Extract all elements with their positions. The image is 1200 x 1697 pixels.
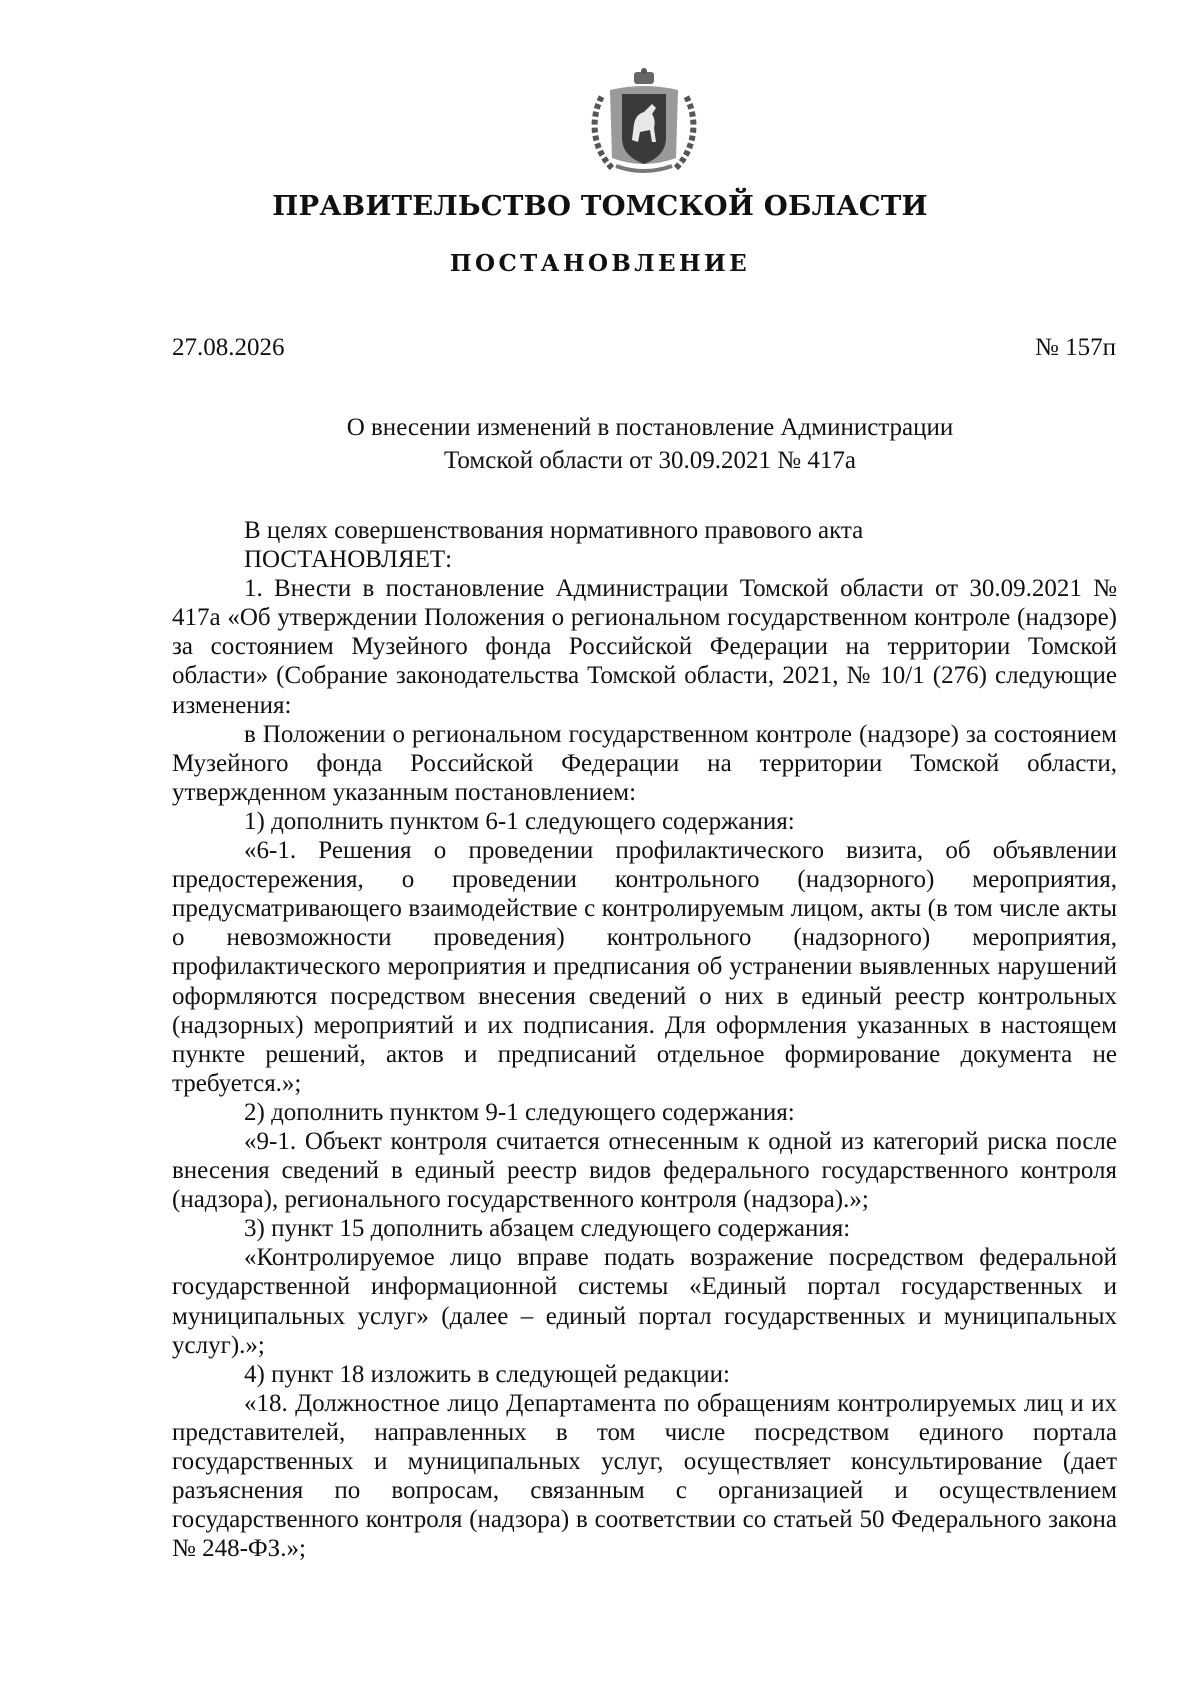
body-paragraph: 3) пункт 15 дополнить абзацем следующего содержания: (244, 1215, 851, 1243)
document-number: № 157п (1035, 334, 1116, 361)
body-paragraph: 2) дополнить пунктом 9-1 следующего содержания: (244, 1098, 795, 1126)
body-paragraph: в Положении о региональном государственном контроле (надзоре) за состоянием Музейного фонда Российской Федерации на территории Томской области, утвержденном указанным постановлением: (172, 720, 1117, 806)
government-title: ПРАВИТЕЛЬСТВО ТОМСКОЙ ОБЛАСТИ (272, 190, 928, 222)
subject-line: Томской области от 30.09.2021 № 417а (444, 447, 856, 474)
document-date: 27.08.2026 (172, 334, 285, 361)
body-paragraph: «18. Должностное лицо Департамента по обращениям контролируемых лиц и их представителей, направленных в том числе посредством единого портала государственных и муниципальных услуг, осуществляет консультирование (дает разъяснения по вопросам, связанным с организацией и осуществлением государственного контроля (надзора) в соответствии со статьей 50 Федерального закона № 248-ФЗ.»; (172, 1389, 1117, 1563)
body-paragraph: «Контролируемое лицо вправе подать возражение посредством федеральной государственной информационной системы «Единый портал государственных и муниципальных услуг» (далее – единый портал государственных и муниципальных услуг).»; (172, 1244, 1117, 1359)
document-type: ПОСТАНОВЛЕНИЕ (449, 250, 751, 277)
subject-line: О внесении изменений в постановление Администрации (346, 414, 954, 441)
body-paragraph: В целях совершенствования нормативного правового акта (244, 517, 864, 544)
body-paragraph: ПОСТАНОВЛЯЕТ: (244, 546, 453, 574)
body-paragraph: 1) дополнить пунктом 6-1 следующего содержания: (244, 807, 795, 835)
body-paragraph: «9-1. Объект контроля считается отнесенным к одной из категорий риска после внесения сведений в единый реестр видов федерального государственного контроля (надзора), регионального государственного контроля (надзора).»; (172, 1127, 1117, 1214)
coat-of-arms-icon (582, 68, 706, 180)
document-subject (180, 411, 1120, 477)
body-paragraph: 4) пункт 18 изложить в следующей редакции: (244, 1360, 730, 1388)
body-paragraph: 1. Внести в постановление Администрации Томской области от 30.09.2021 № 417а «Об утверждении Положения о региональном государственном контроле (надзоре) за состоянием Музейного фонда Российской Федерации на территории Томской области» (Собрание законодательства Томской области, 2021, № 10/1 (276) следующие изменения: (172, 575, 1117, 719)
document-body (172, 516, 1117, 1563)
body-paragraph: «6-1. Решения о проведении профилактического визита, об объявлении предостережения, о проведении контрольного (надзорного) мероприятия, предусматривающего взаимодействие с контролируемым лицом, акты (в том числе акты о невозможности проведения) контрольного (надзорного) мероприятия, профилактического мероприятия и предписания об устранении выявленных нарушений оформляются посредством внесения сведений о них в единый реестр контрольных (надзорных) мероприятий и их подписания. Для оформления указанных в настоящем пункте решений, актов и предписаний отдельное формирование документа не требуется.»; (172, 837, 1117, 1097)
